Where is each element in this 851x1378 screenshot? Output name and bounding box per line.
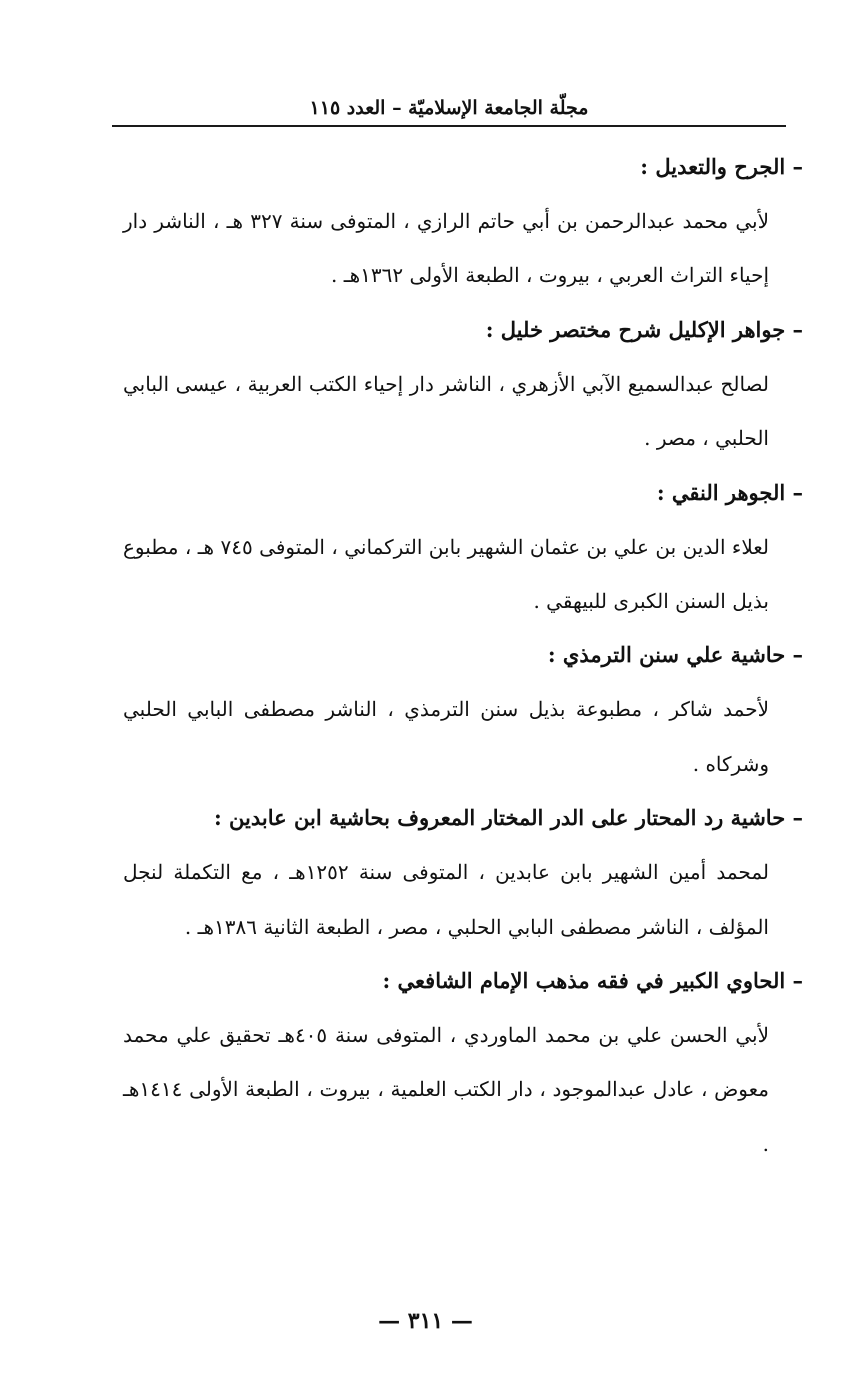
entry-body: لأبي محمد عبدالرحمن بن أبي حاتم الرازي ، المتوفى سنة ٣٢٧ هـ ، الناشر دار إحياء التراث العربي ، بيروت ، الطبعة الأولى ١٣٦٢هـ . xyxy=(123,209,769,288)
entry-body: لأحمد شاكر ، مطبوعة بذيل سنن الترمذي ، الناشر مصطفى البابي الحلبي وشركاه . xyxy=(123,697,769,776)
entry-title: – الحاوي الكبير في فقه مذهب الإمام الشافعي : xyxy=(382,968,803,994)
entry-body: لصالح عبدالسميع الآبي الأزهري ، الناشر دار إحياء الكتب العربية ، عيسى البابي الحلبي ، مصر . xyxy=(123,371,769,451)
entry-body: لعلاء الدين بن علي بن عثمان الشهير بابن التركماني ، المتوفى ٧٤٥ هـ ، مطبوع بذيل السنن الكبرى للبيهقي . xyxy=(123,534,770,614)
bibliography-entry xyxy=(123,791,803,954)
running-header: مجلّة الجامعة الإسلاميّة – العدد ١١٥ xyxy=(309,97,589,119)
entry-title: – الجوهر النقي : xyxy=(656,479,803,505)
bibliography-entry xyxy=(123,954,803,1171)
header-rule xyxy=(112,125,786,127)
bibliography-entry xyxy=(123,466,803,629)
bibliography-entry xyxy=(123,140,803,303)
page-number: — ٣١١ — xyxy=(378,1308,473,1334)
entry-body: لمحمد أمين الشهير بابن عابدين ، المتوفى سنة ١٢٥٢هـ ، مع التكملة لنجل المؤلف ، الناشر مصطفى البابي الحلبي ، مصر ، الطبعة الثانية ١٣٨٦هـ . xyxy=(123,860,769,939)
entry-title: – حاشية علي سنن الترمذي : xyxy=(547,642,803,668)
entry-title: – الجرح والتعديل : xyxy=(640,154,803,179)
bibliography-entry xyxy=(123,303,803,466)
bibliography-entry xyxy=(123,628,803,791)
entry-body: لأبي الحسن علي بن محمد الماوردي ، المتوفى سنة ٤٠٥هـ تحقيق علي محمد معوض ، عادل عبدالموجود ، دار الكتب العلمية ، بيروت ، الطبعة الأولى ١٤١٤هـ . xyxy=(123,1023,770,1156)
entry-title: – جواهر الإكليل شرح مختصر خليل : xyxy=(485,316,803,342)
entry-title: – حاشية رد المحتار على الدر المختار المعروف بحاشية ابن عابدين : xyxy=(213,805,803,831)
bibliography-list xyxy=(123,140,803,1171)
